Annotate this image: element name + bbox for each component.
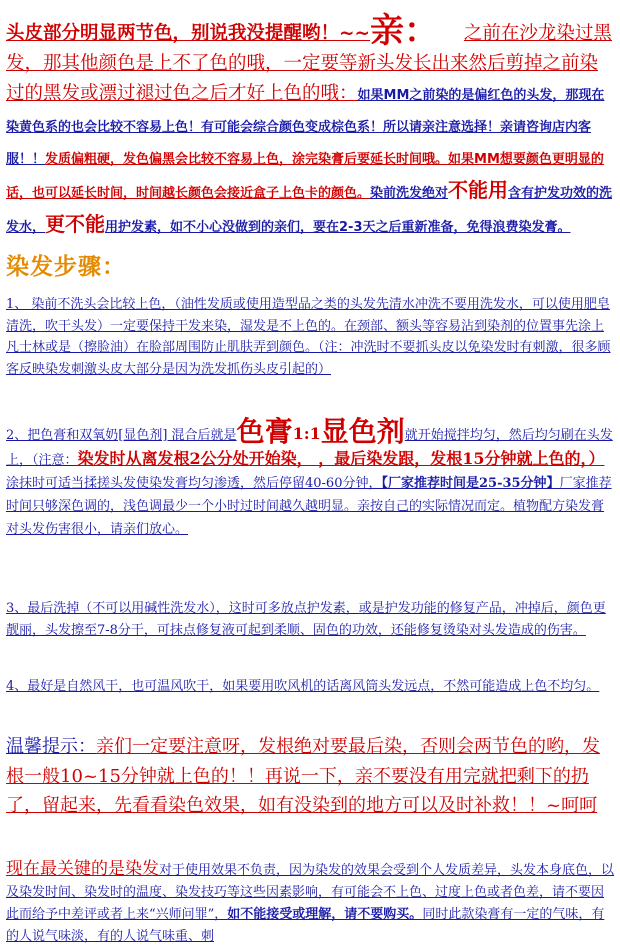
intro-salon-note: 之前在沙龙染过黑发，那其他颜色是上不了色的哦，一定要等新头发长出来然后剪掉之前染过的黑发或漂过褪过色之后才好上色的哦：: [6, 23, 612, 104]
intro-even-less: 更不能: [45, 212, 106, 236]
step-2-massage: 涂抹时可适当揉搓头发使染发膏均匀渗透，然后停留40-60分钟，: [6, 476, 382, 491]
step-4: 4、最好是自然风干，也可温风吹干，如果要用吹风机的话离风筒头发远点，不然可能造成上色不均匀。: [6, 679, 600, 694]
intro-wash-note-a: 染前洗发绝对: [370, 186, 449, 201]
step-2-mix: 2、把色膏和双氧奶[显色剂] 混合后就是: [6, 428, 237, 443]
step-2-ratio: 1:1: [292, 424, 321, 443]
intro-wash-note-c: 用护发素，如不小心没做到的亲们，要在2-3天之后重新准备，免得浪费染发膏。: [105, 220, 571, 235]
step-2-apply: 就开始搅拌均匀，然后均匀刷在头发上，（注意：: [6, 428, 613, 468]
step-2-time-note: 厂家推荐时间只够深色调的，浅色调最少一个小时过时间越久越明显。亲按自己的实际情况而定。植物配方染发膏对头发伤害很小，请亲们放心。: [6, 476, 612, 537]
intro-greeting: 亲：: [370, 11, 439, 51]
intro-coarse-hair-note: 发质偏粗硬，发色偏黑会比较不容易上色，涂完染膏后要延长时间哦。如果MM想要颜色更明显的话，也可以延长时间，时间越长颜色会接近盒子上色卡的颜色。: [6, 152, 604, 201]
tip-text: 亲们一定要注意呀，发根绝对要最后染，否则会两节色的哟，发根一般10~15分钟就上色的！！再说一下，亲不要没有用完就把剩下的扔了，留起来，先看看染色效果，如有没染到的地方可以及时补救！！~呵呵: [6, 736, 600, 816]
step-2-color-cream: 色膏: [236, 415, 293, 448]
closing-odor-note: 同时此款染膏有一定的气味，有的人说气味淡，有的人说气味重、刺: [6, 907, 605, 944]
step-2-root-warning: 染发时从离发根2公分处开始染， ，最后染发跟，发根15分钟就上色的，）: [77, 449, 605, 468]
closing-lead: 现在最关键的是染发: [6, 859, 159, 879]
intro-red-hair-note: 如果MM之前染的是偏红色的头发，那现在染黄色系的也会比较不容易上色！有可能会综合颜色变成棕色系！所以请亲注意选择！亲请咨询店内客服！！: [6, 88, 605, 167]
step-2-recommended-time: 【厂家推荐时间是25-35分钟】: [381, 476, 560, 491]
closing-do-not-buy: 如不能接受或理解，请不要购买。: [227, 907, 423, 922]
closing-disclaimer: [6, 858, 614, 948]
steps-heading: 染发步骤：: [6, 253, 126, 280]
step-1: 1、 染前不洗头会比较上色，（油性发质或使用造型品之类的头发先清水冲洗不要用洗发水，可以使用肥皂清洗，吹干头发）一定要保持干发来染，湿发是不上色的。在颈部、额头等容易沾到染剂的位置事先涂上凡士林或是（擦脸油）在脸部周围防止肌肤弄到颜色。（注：冲洗时不要抓头皮以免染发时有刺激，很多顾客反映染发刺激头皮大部分是因为洗发抓伤头皮引起的）: [6, 297, 611, 377]
closing-disclaimer-text: 对于使用效果不负责，因为染发的效果会受到个人发质差异，头发本身底色，以及染发时间、染发时的温度、染发技巧等这些因素影响，有可能会不上色、过度上色或者色差，请不要因此而给予中差评或者上来“兴师问罪”，: [6, 863, 615, 922]
tip-label: 温馨提示：: [6, 736, 96, 757]
warm-tip: [6, 732, 614, 821]
intro-cannot-use: 不能用: [448, 178, 509, 202]
intro-warning: 头皮部分明显两节色，别说我没提醒哟！~~: [6, 23, 371, 44]
intro-notice: [6, 11, 614, 243]
step-2: [6, 415, 614, 541]
step-3: 3、最后洗掉（不可以用碱性洗发水），这时可多放点护发素，或是护发功能的修复产品，冲掉后，颜色更靓丽，头发擦至7-8分干，可抹点修复液可起到柔顺、固色的功效，还能修复烫染对头发造成的伤害。: [6, 601, 606, 638]
intro-wash-note-b: 含有护发功效的洗发水，: [6, 186, 613, 235]
step-2-developer: 显色剂: [320, 415, 405, 448]
